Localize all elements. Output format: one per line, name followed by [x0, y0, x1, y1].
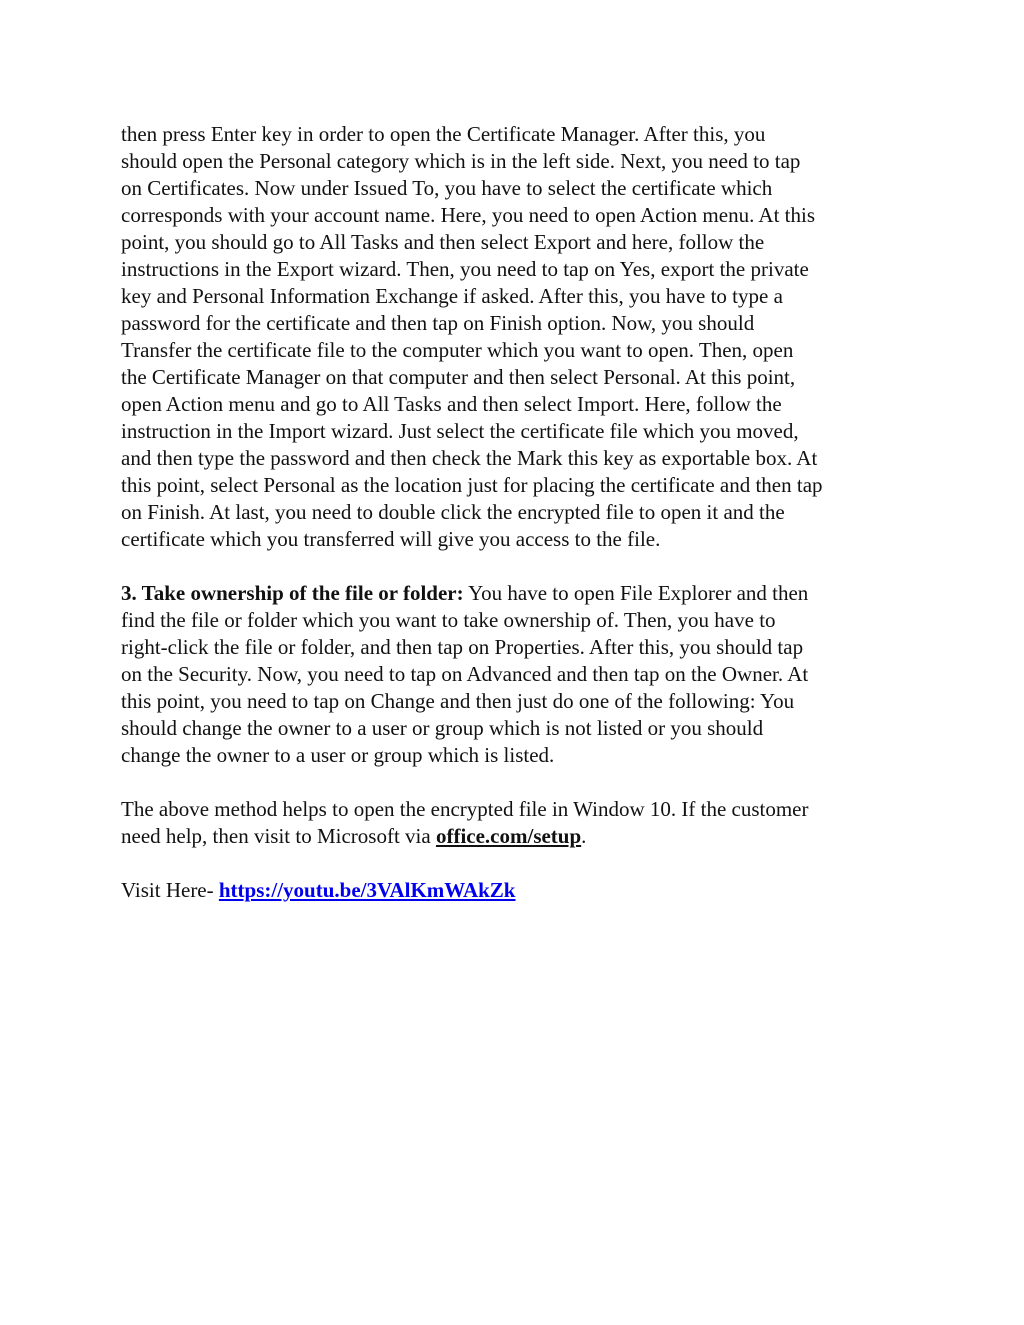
- text-line: key and Personal Information Exchange if asked. After this, you have to type a: [121, 284, 783, 308]
- paragraph-visit-here: [121, 877, 911, 904]
- youtube-link[interactable]: https://youtu.be/3VAlKmWAkZk: [218, 878, 516, 902]
- section-heading: 3. Take ownership of the file or folder:: [121, 581, 464, 605]
- text-line: should change the owner to a user or group which is not listed or you should: [121, 716, 764, 740]
- text-line: point, you should go to All Tasks and then select Export and here, follow the: [121, 230, 765, 254]
- office-setup-link[interactable]: office.com/setup: [435, 824, 582, 848]
- text-line: and then type the password and then check the Mark this key as exportable box. At: [121, 446, 818, 470]
- paragraph-take-ownership: [121, 580, 911, 769]
- text-line: instructions in the Export wizard. Then, you need to tap on Yes, export the private: [121, 257, 809, 281]
- text-line: on Finish. At last, you need to double click the encrypted file to open it and the: [121, 500, 785, 524]
- text-line: password for the certificate and then tap on Finish option. Now, you should: [121, 311, 755, 335]
- conclusion-suffix: .: [581, 824, 587, 848]
- text-line: The above method helps to open the encrypted file in Window 10. If the customer: [121, 797, 809, 821]
- text-line: on the Security. Now, you need to tap on Advanced and then tap on the Owner. At: [121, 662, 809, 686]
- heading-line-text: You have to open File Explorer and then: [463, 581, 809, 605]
- text-line: should open the Personal category which is in the left side. Next, you need to tap: [121, 149, 801, 173]
- paragraph-certificate-steps: [121, 121, 911, 553]
- text-line: [121, 580, 911, 607]
- text-line: certificate which you transferred will give you access to the file.: [121, 527, 661, 551]
- text-line: find the file or folder which you want to take ownership of. Then, you have to: [121, 608, 776, 632]
- text-line: this point, select Personal as the location just for placing the certificate and then tap: [121, 473, 823, 497]
- text-line: then press Enter key in order to open the Certificate Manager. After this, you: [121, 122, 766, 146]
- text-line: open Action menu and go to All Tasks and then select Import. Here, follow the: [121, 392, 782, 416]
- text-line: this point, you need to tap on Change and then just do one of the following: You: [121, 689, 795, 713]
- text-line: Transfer the certificate file to the computer which you want to open. Then, open: [121, 338, 794, 362]
- document-page: [121, 121, 911, 931]
- visit-here-label: Visit Here-: [121, 878, 219, 902]
- text-line: the Certificate Manager on that computer and then select Personal. At this point,: [121, 365, 796, 389]
- text-line: instruction in the Import wizard. Just select the certificate file which you moved,: [121, 419, 799, 443]
- text-line: [121, 877, 911, 904]
- paragraph-conclusion: [121, 796, 911, 850]
- text-line: [121, 823, 911, 850]
- text-line: corresponds with your account name. Here, you need to open Action menu. At this: [121, 203, 816, 227]
- text-line: on Certificates. Now under Issued To, you have to select the certificate which: [121, 176, 773, 200]
- text-line: right-click the file or folder, and then tap on Properties. After this, you should tap: [121, 635, 804, 659]
- conclusion-prefix: need help, then visit to Microsoft via: [121, 824, 436, 848]
- text-line: change the owner to a user or group which is listed.: [121, 743, 555, 767]
